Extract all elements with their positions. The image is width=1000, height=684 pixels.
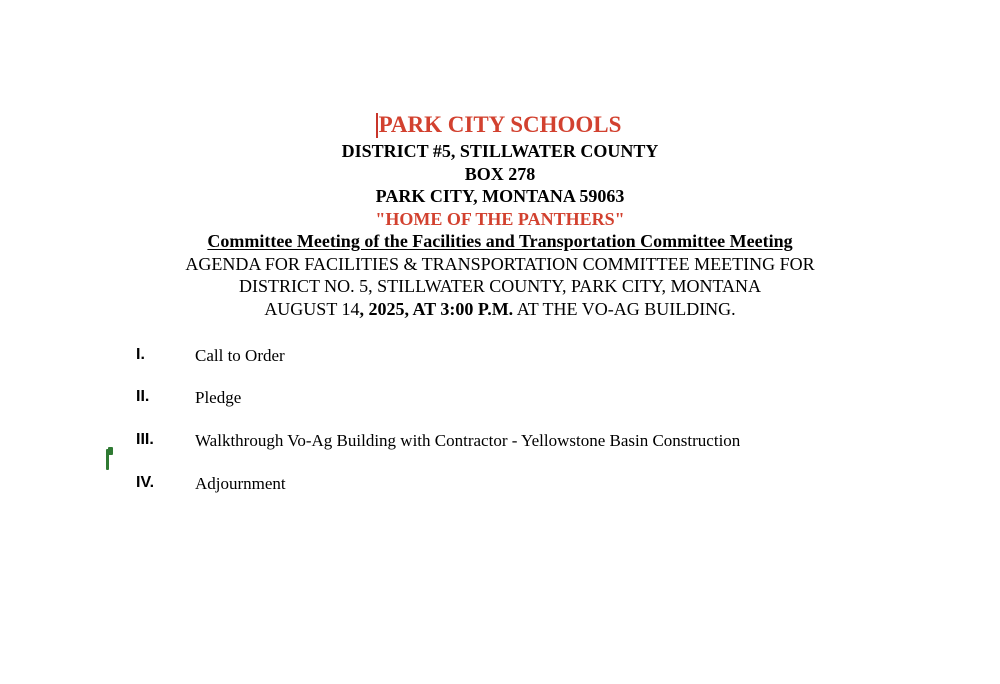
box-line: BOX 278 — [464, 163, 536, 184]
agenda-item — [0, 430, 1000, 452]
agenda-item-text: Adjournment — [195, 474, 286, 493]
agenda-numeral: IV. — [136, 474, 155, 491]
school-name-wrapper — [379, 110, 622, 140]
agenda-line-1: AGENDA FOR FACILITIES & TRANSPORTATION COMMITTEE MEETING FOR — [185, 253, 815, 274]
district-line: DISTRICT #5, STILLWATER COUNTY — [341, 141, 659, 161]
date-part-1: AUGUST 14 — [264, 298, 360, 319]
agenda-item-text: Pledge — [195, 388, 242, 407]
meeting-date-line — [0, 298, 1000, 321]
agenda-numeral: I. — [136, 346, 145, 363]
letterhead — [0, 110, 1000, 320]
agenda-item-text: Walkthrough Vo-Ag Building with Contractor - Yellowstone Basin Construction — [195, 431, 741, 450]
city-line: PARK CITY, MONTANA 59063 — [375, 186, 625, 206]
agenda-numeral: III. — [136, 431, 154, 448]
text-cursor-icon — [376, 113, 378, 138]
date-part-2: , 2025, AT 3:00 P.M. — [359, 298, 514, 319]
agenda-item-text: Call to Order — [195, 346, 285, 365]
motto: "HOME OF THE PANTHERS" — [375, 208, 625, 229]
meeting-title: Committee Meeting of the Facilities and Transportation Committee Meeting — [207, 231, 793, 251]
agenda-line-2: DISTRICT NO. 5, STILLWATER COUNTY, PARK CITY, MONTANA — [238, 276, 762, 296]
agenda-item — [0, 473, 1000, 495]
agenda-item — [0, 387, 1000, 409]
agenda-item — [0, 345, 1000, 367]
date-part-3: AT THE VO-AG BUILDING. — [513, 298, 736, 319]
agenda-numeral: II. — [136, 388, 150, 405]
comment-marker-icon[interactable] — [106, 447, 113, 470]
school-name: PARK CITY SCHOOLS — [378, 112, 622, 137]
